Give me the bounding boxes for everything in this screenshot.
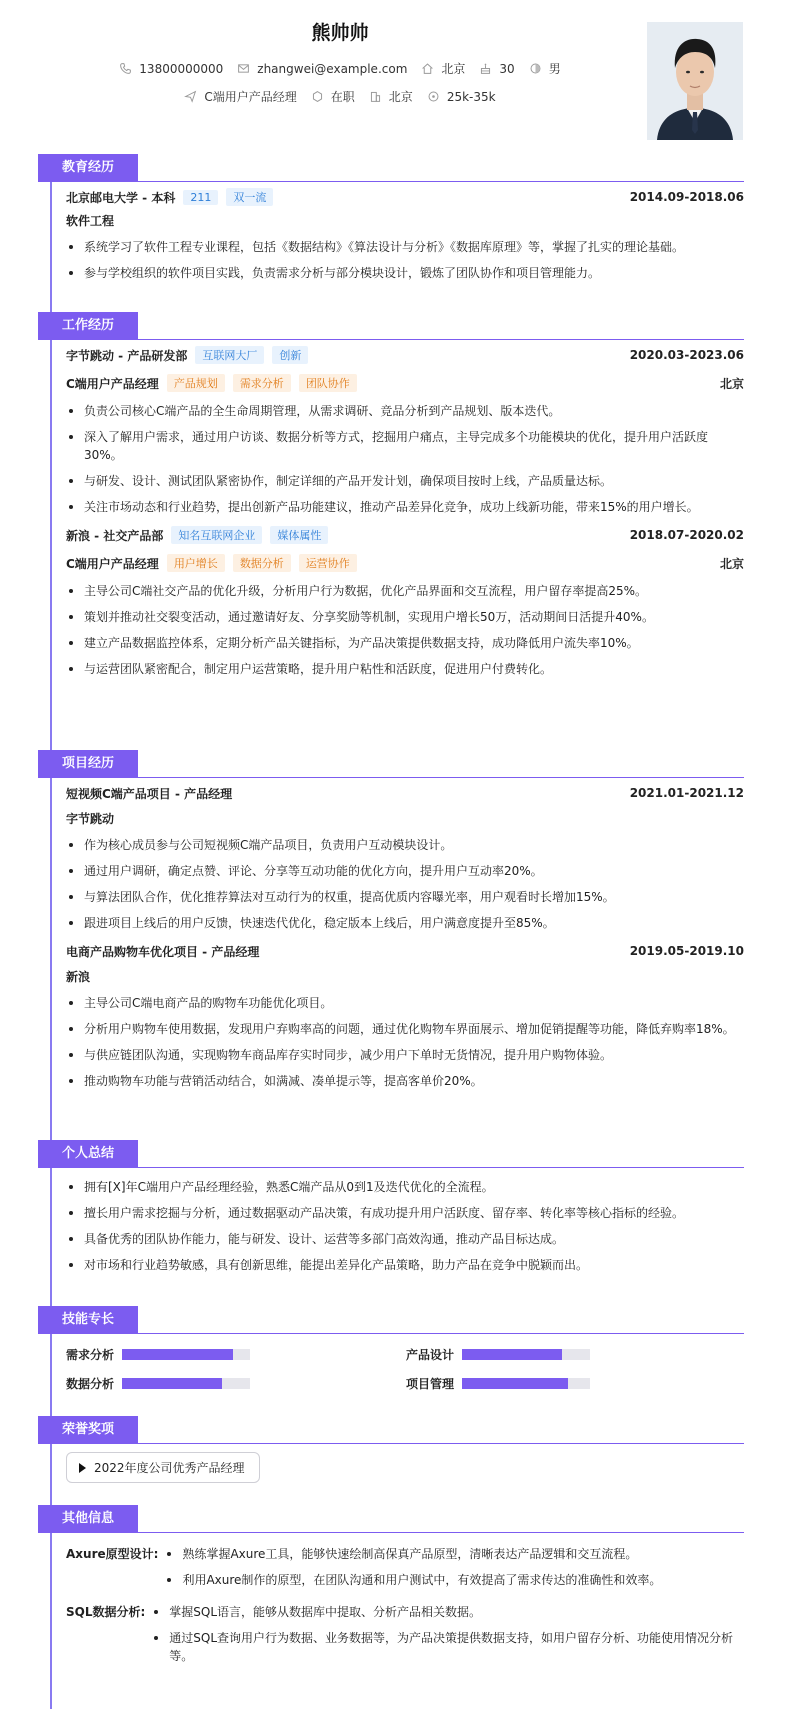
list-item: 与供应链团队沟通，实现购物车商品库存实时同步，减少用户下单时无货情况，提升用户购物体验。 xyxy=(66,1046,744,1064)
project-date: 2019.05-2019.10 xyxy=(629,944,744,958)
send-icon xyxy=(184,90,197,103)
list-item: 通过SQL查询用户行为数据、业务数据等，为产品决策提供数据支持，如用户留存分析、功能使用情况分析等。 xyxy=(151,1629,744,1665)
company-tag: 媒体属性 xyxy=(270,526,328,544)
role-tag: 用户增长 xyxy=(167,554,225,572)
list-item: 与算法团队合作，优化推荐算法对互动行为的权重，提高优质内容曝光率，用户观看时长增加15%。 xyxy=(66,888,744,906)
phone-icon xyxy=(119,62,132,75)
contact-email: zhangwei@example.com xyxy=(237,60,407,77)
list-item: 深入了解用户需求，通过用户访谈、数据分析等方式，挖掘用户痛点，主导完成多个功能模块的优化，提升用户活跃度30%。 xyxy=(66,428,744,464)
school-name: 北京邮电大学 - 本科 xyxy=(66,190,176,205)
skill-item: 数据分析 xyxy=(66,1375,406,1392)
role-tag: 数据分析 xyxy=(233,554,291,572)
education-date: 2014.09-2018.06 xyxy=(629,190,744,204)
section-title-other: 其他信息 xyxy=(38,1505,138,1533)
role-tag: 运营协作 xyxy=(299,554,357,572)
gender-icon xyxy=(529,62,542,75)
other-bullets xyxy=(164,1545,661,1597)
list-item: 拥有[X]年C端用户产品经理经验，熟悉C端产品从0到1及迭代优化的全流程。 xyxy=(66,1178,744,1196)
role-tag: 产品规划 xyxy=(167,374,225,392)
list-item: 通过用户调研，确定点赞、评论、分享等互动功能的优化方向，提升用户互动率20%。 xyxy=(66,862,744,880)
skills-section xyxy=(38,1306,744,1392)
skill-bar-fill xyxy=(462,1378,568,1389)
job-city: 北京 xyxy=(719,556,744,571)
list-item: 掌握SQL语言，能够从数据库中提取、分析产品相关数据。 xyxy=(151,1603,744,1621)
other-label: Axure原型设计: xyxy=(66,1547,159,1561)
list-item: 主导公司C端电商产品的购物车功能优化项目。 xyxy=(66,994,744,1012)
skill-bar-fill xyxy=(122,1349,233,1360)
avatar xyxy=(647,22,743,140)
education-section xyxy=(38,154,744,290)
project-entry xyxy=(38,940,744,1090)
project-date: 2021.01-2021.12 xyxy=(629,786,744,800)
list-item: 与运营团队紧密配合，制定用户运营策略，提升用户粘性和活跃度，促进用户付费转化。 xyxy=(66,660,744,678)
summary-bullets xyxy=(66,1178,744,1274)
list-item: 擅长用户需求挖掘与分析，通过数据驱动产品决策，有成功提升用户活跃度、留存率、转化率等核心指标的经验。 xyxy=(66,1204,744,1222)
contact-row xyxy=(0,60,680,77)
section-title-honors: 荣誉奖项 xyxy=(38,1416,138,1444)
triangle-icon xyxy=(79,1463,86,1473)
intent-city: 北京 xyxy=(369,88,413,105)
money-icon xyxy=(427,90,440,103)
role-tag: 团队协作 xyxy=(299,374,357,392)
work-bullets xyxy=(66,582,744,678)
intent-position: C端用户产品经理 xyxy=(184,88,296,105)
list-item: 推动购物车功能与营销活动结合，如满减、凑单提示等，提高客单价20%。 xyxy=(66,1072,744,1090)
skill-bar-fill xyxy=(462,1349,562,1360)
status-icon xyxy=(311,90,324,103)
list-item: 参与学校组织的软件项目实践，负责需求分析与部分模块设计，锻炼了团队协作和项目管理能力。 xyxy=(66,264,744,282)
school-tag: 211 xyxy=(183,190,218,205)
project-section xyxy=(38,750,744,1098)
project-name: 电商产品购物车优化项目 - 产品经理 xyxy=(66,944,260,959)
other-block xyxy=(66,1545,744,1597)
intent-status: 在职 xyxy=(311,88,355,105)
cake-icon xyxy=(479,62,492,75)
company-tag: 创新 xyxy=(272,346,308,364)
candidate-name: 熊帅帅 xyxy=(311,22,369,44)
other-block xyxy=(66,1603,744,1673)
skill-bar xyxy=(122,1349,250,1360)
list-item: 分析用户购物车使用数据，发现用户弃购率高的问题，通过优化购物车界面展示、增加促销提醒等功能，降低弃购率18%。 xyxy=(66,1020,744,1038)
list-item: 建立产品数据监控体系，定期分析产品关键指标，为产品决策提供数据支持，成功降低用户流失率10%。 xyxy=(66,634,744,652)
list-item: 与研发、设计、测试团队紧密协作，制定详细的产品开发计划，确保项目按时上线，产品质量达标。 xyxy=(66,472,744,490)
skill-bar xyxy=(462,1349,590,1360)
other-bullets xyxy=(151,1603,744,1673)
company-name: 字节跳动 - 产品研发部 xyxy=(66,348,188,363)
company-tag: 知名互联网企业 xyxy=(171,526,262,544)
building-icon xyxy=(369,90,382,103)
job-intent-row xyxy=(0,88,680,105)
contact-age: 30 xyxy=(479,60,514,77)
honors-section xyxy=(38,1416,744,1483)
skills-grid xyxy=(66,1346,744,1392)
home-icon xyxy=(421,62,434,75)
list-item: 熟练掌握Axure工具，能够快速绘制高保真产品原型，清晰表达产品逻辑和交互流程。 xyxy=(164,1545,661,1563)
project-org: 新浪 xyxy=(66,970,91,984)
work-entry xyxy=(38,344,744,516)
contact-location: 北京 xyxy=(421,60,465,77)
list-item: 利用Axure制作的原型，在团队沟通和用户测试中，有效提高了需求传达的准确性和效率。 xyxy=(164,1571,661,1589)
mail-icon xyxy=(237,62,250,75)
skill-item: 需求分析 xyxy=(66,1346,406,1363)
intent-salary: 25k-35k xyxy=(427,88,496,105)
education-bullets xyxy=(66,238,744,282)
skill-bar xyxy=(462,1378,590,1389)
other-label: SQL数据分析: xyxy=(66,1605,146,1619)
section-title-education: 教育经历 xyxy=(38,154,138,182)
education-entry-head xyxy=(66,186,744,208)
section-title-projects: 项目经历 xyxy=(38,750,138,778)
section-title-summary: 个人总结 xyxy=(38,1140,138,1168)
company-tag: 互联网大厂 xyxy=(195,346,264,364)
contact-phone: 13800000000 xyxy=(119,60,223,77)
job-city: 北京 xyxy=(719,376,744,391)
list-item: 关注市场动态和行业趋势，提出创新产品功能建议，推动产品差异化竞争，成功上线新功能，带来15%的用户增长。 xyxy=(66,498,744,516)
job-role: C端用户产品经理 xyxy=(66,376,159,391)
project-name: 短视频C端产品项目 - 产品经理 xyxy=(66,786,233,801)
list-item: 主导公司C端社交产品的优化升级，分析用户行为数据，优化产品界面和交互流程，用户留存率提高25%。 xyxy=(66,582,744,600)
project-org: 字节跳动 xyxy=(66,812,115,826)
work-date: 2020.03-2023.06 xyxy=(629,348,744,362)
list-item: 负责公司核心C端产品的全生命周期管理，从需求调研、竞品分析到产品规划、版本迭代。 xyxy=(66,402,744,420)
work-date: 2018.07-2020.02 xyxy=(629,528,744,542)
portrait-image xyxy=(647,22,743,140)
resume-header xyxy=(0,0,794,150)
major: 软件工程 xyxy=(66,214,115,228)
work-bullets xyxy=(66,402,744,516)
school-tag: 双一流 xyxy=(226,188,273,206)
skill-bar xyxy=(122,1378,250,1389)
skill-bar-fill xyxy=(122,1378,222,1389)
summary-section xyxy=(38,1140,744,1282)
work-entry xyxy=(38,524,744,678)
skill-item: 产品设计 xyxy=(406,1346,746,1363)
list-item: 具备优秀的团队协作能力，能与研发、设计、运营等多部门高效沟通，推动产品目标达成。 xyxy=(66,1230,744,1248)
award-item: 2022年度公司优秀产品经理 xyxy=(66,1452,260,1483)
work-section xyxy=(38,312,744,686)
role-tag: 需求分析 xyxy=(233,374,291,392)
other-section xyxy=(38,1505,744,1673)
contact-gender: 男 xyxy=(529,60,561,77)
list-item: 作为核心成员参与公司短视频C端产品项目，负责用户互动模块设计。 xyxy=(66,836,744,854)
project-entry xyxy=(38,782,744,932)
job-role: C端用户产品经理 xyxy=(66,556,159,571)
project-bullets xyxy=(66,994,744,1090)
skill-item: 项目管理 xyxy=(406,1375,746,1392)
list-item: 系统学习了软件工程专业课程，包括《数据结构》《算法设计与分析》《数据库原理》等，掌握了扎实的理论基础。 xyxy=(66,238,744,256)
list-item: 策划并推动社交裂变活动，通过邀请好友、分享奖励等机制，实现用户增长50万，活动期间日活提升40%。 xyxy=(66,608,744,626)
list-item: 跟进项目上线后的用户反馈，快速迭代优化，稳定版本上线后，用户满意度提升至85%。 xyxy=(66,914,744,932)
list-item: 对市场和行业趋势敏感，具有创新思维，能提出差异化产品策略，助力产品在竞争中脱颖而出。 xyxy=(66,1256,744,1274)
section-title-work: 工作经历 xyxy=(38,312,138,340)
section-title-skills: 技能专长 xyxy=(38,1306,138,1334)
project-bullets xyxy=(66,836,744,932)
company-name: 新浪 - 社交产品部 xyxy=(66,528,164,543)
